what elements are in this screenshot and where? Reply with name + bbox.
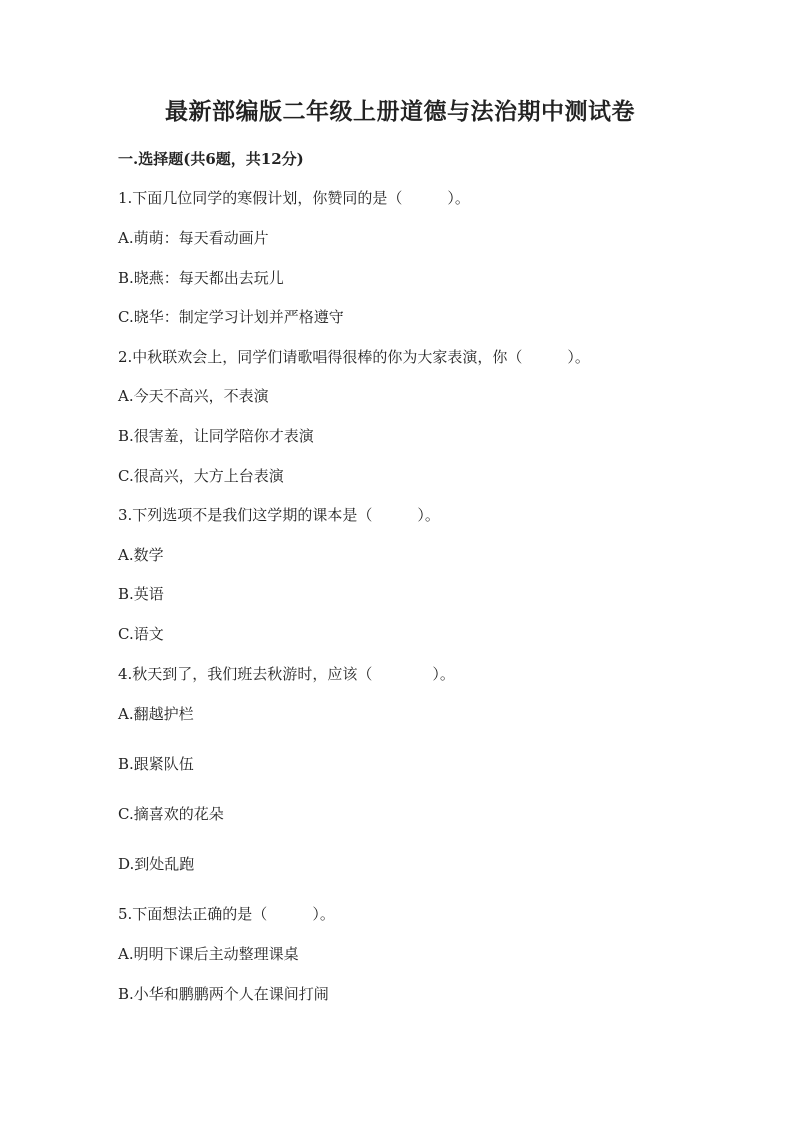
question-4-option-a: A.翻越护栏 bbox=[118, 705, 194, 723]
question-5-option-a: A.明明下课后主动整理课桌 bbox=[118, 945, 299, 963]
question-5-stem: 5.下面想法正确的是（ ）。 bbox=[118, 905, 335, 923]
question-4-option-c: C.摘喜欢的花朵 bbox=[118, 805, 224, 823]
question-1-option-a: A.萌萌：每天看动画片 bbox=[118, 229, 269, 247]
question-4-stem: 4.秋天到了，我们班去秋游时，应该（ ）。 bbox=[118, 665, 455, 683]
question-3-option-a: A.数学 bbox=[118, 546, 164, 564]
question-1-option-c: C.晓华：制定学习计划并严格遵守 bbox=[118, 308, 344, 326]
question-3-stem: 3.下列选项不是我们这学期的课本是（ ）。 bbox=[118, 506, 440, 524]
section-heading: 一.选择题(共6题，共12分) bbox=[118, 150, 304, 168]
question-4-option-d: D.到处乱跑 bbox=[118, 855, 195, 873]
question-1-stem: 1.下面几位同学的寒假计划，你赞同的是（ ）。 bbox=[118, 189, 470, 207]
question-3-option-c: C.语文 bbox=[118, 625, 164, 643]
question-2-option-a: A.今天不高兴，不表演 bbox=[118, 387, 269, 405]
question-1-option-b: B.晓燕：每天都出去玩儿 bbox=[118, 269, 284, 287]
question-2-option-b: B.很害羞，让同学陪你才表演 bbox=[118, 427, 314, 445]
question-4-option-b: B.跟紧队伍 bbox=[118, 755, 194, 773]
page-title: 最新部编版二年级上册道德与法治期中测试卷 bbox=[165, 98, 635, 125]
question-2-option-c: C.很高兴，大方上台表演 bbox=[118, 467, 284, 485]
question-5-option-b: B.小华和鹏鹏两个人在课间打闹 bbox=[118, 985, 329, 1003]
question-2-stem: 2.中秋联欢会上，同学们请歌唱得很棒的你为大家表演，你（ ）。 bbox=[118, 348, 590, 366]
question-3-option-b: B.英语 bbox=[118, 585, 164, 603]
